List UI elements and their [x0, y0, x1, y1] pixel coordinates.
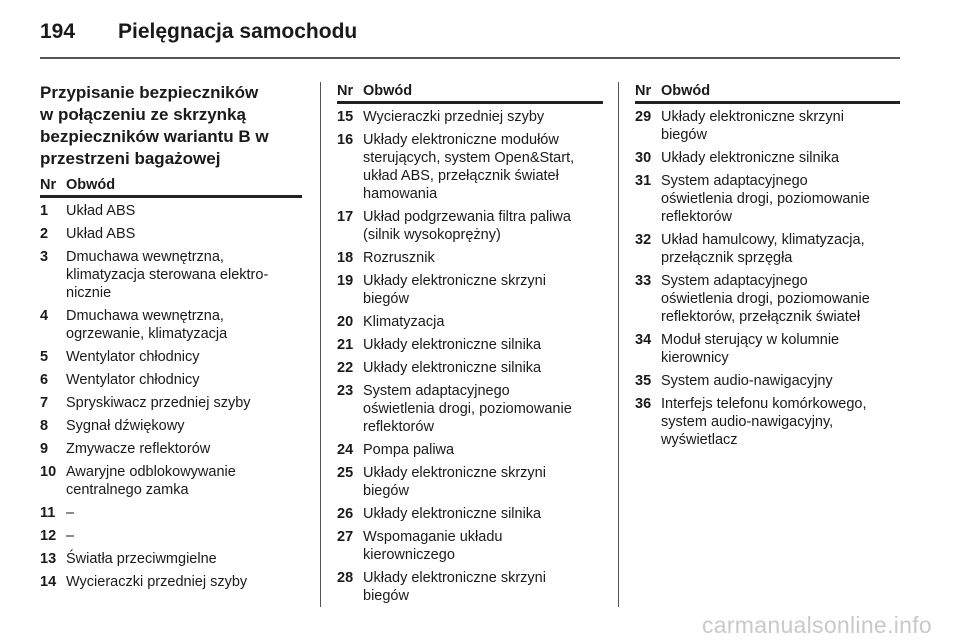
fuse-description: Układy elektroniczne modułów sterujących, system Open&Start, układ ABS, przełącznik świateł hamowania: [363, 132, 575, 202]
fuse-number: 5: [40, 349, 49, 365]
fuse-description: Układ ABS: [66, 203, 136, 219]
fuse-description: System adaptacyjnego oświetlenia drogi, poziomowanie reflektorów: [363, 383, 572, 435]
fuse-description: Układ ABS: [66, 226, 136, 242]
fuse-number: 17: [337, 209, 354, 225]
fuse-row: [337, 313, 603, 331]
fuse-number: 28: [337, 570, 354, 586]
fuse-description: Pompa paliwa: [363, 442, 455, 458]
fuse-number: 3: [40, 249, 49, 265]
fuse-row: [40, 417, 302, 435]
fuse-row: [635, 231, 900, 267]
fuse-number: 15: [337, 109, 354, 125]
header-circuit: Obwód: [363, 83, 413, 99]
fuse-description: Układy elektroniczne skrzyni biegów: [363, 273, 546, 307]
fuse-row: [40, 573, 302, 591]
fuse-number: 34: [635, 332, 652, 348]
header-nr: Nr: [337, 83, 354, 99]
section-title-line: bezpieczników wariantu B w: [40, 127, 269, 146]
fuse-row: [40, 463, 302, 499]
fuse-number: 16: [337, 132, 354, 148]
section-title-line: Przypisanie bezpieczników: [40, 83, 259, 102]
fuse-description: System audio-nawigacyjny: [661, 373, 833, 389]
fuse-number: 29: [635, 109, 652, 125]
column-3: [635, 82, 900, 454]
fuse-number: 22: [337, 360, 354, 376]
column-divider: [320, 82, 321, 607]
fuse-number: 14: [40, 574, 57, 590]
fuse-row: [635, 149, 900, 167]
fuse-description: Wentylator chłodnicy: [66, 349, 200, 365]
fuse-row: [635, 272, 900, 326]
section-title: [40, 82, 302, 170]
header-rule: [40, 57, 900, 59]
fuse-description: Układy elektroniczne silnika: [363, 360, 542, 376]
fuse-row: [337, 441, 603, 459]
table-header: [40, 176, 302, 198]
fuse-row: [337, 464, 603, 500]
fuse-row: [40, 550, 302, 568]
fuse-description: Układ podgrzewania filtra paliwa (silnik wysokoprężny): [363, 209, 571, 243]
fuse-description: Sygnał dźwiękowy: [66, 418, 185, 434]
fuse-description: Spryskiwacz przedniej szyby: [66, 395, 251, 411]
fuse-number: 4: [40, 308, 49, 324]
fuse-number: 1: [40, 203, 49, 219]
fuse-row: [40, 248, 302, 302]
fuse-number: 32: [635, 232, 652, 248]
fuse-row: [337, 249, 603, 267]
fuse-row: [337, 505, 603, 523]
fuse-number: 30: [635, 150, 652, 166]
section-title-line: w połączeniu ze skrzynką: [40, 105, 246, 124]
fuse-description: Układ hamulcowy, klimatyzacja, przełącznik sprzęgła: [661, 232, 865, 266]
fuse-number: 12: [40, 528, 57, 544]
header-circuit: Obwód: [66, 177, 116, 193]
fuse-description: Moduł sterujący w kolumnie kierownicy: [661, 332, 840, 366]
fuse-list: [337, 108, 603, 605]
fuse-row: [337, 382, 603, 436]
fuse-description: Układy elektroniczne skrzyni biegów: [661, 109, 844, 143]
fuse-row: [40, 348, 302, 366]
fuse-number: 26: [337, 506, 354, 522]
fuse-row: [635, 331, 900, 367]
fuse-number: 7: [40, 395, 49, 411]
fuse-description: Układy elektroniczne skrzyni biegów: [363, 465, 546, 499]
fuse-number: 10: [40, 464, 57, 480]
fuse-description: Wentylator chłodnicy: [66, 372, 200, 388]
fuse-row: [337, 208, 603, 244]
fuse-description: System adaptacyjnego oświetlenia drogi, poziomowanie reflektorów: [661, 173, 870, 225]
fuse-row: [337, 272, 603, 308]
fuse-number: 24: [337, 442, 354, 458]
fuse-row: [40, 394, 302, 412]
fuse-row: [635, 372, 900, 390]
fuse-row: [40, 371, 302, 389]
fuse-description: Wycieraczki przedniej szyby: [66, 574, 248, 590]
fuse-number: 19: [337, 273, 354, 289]
fuse-number: 27: [337, 529, 354, 545]
fuse-number: 36: [635, 396, 652, 412]
fuse-description: Wspomaganie układu kierowniczego: [363, 529, 503, 563]
fuse-description: Układy elektroniczne silnika: [363, 337, 542, 353]
fuse-number: 31: [635, 173, 652, 189]
fuse-number: 6: [40, 372, 49, 388]
fuse-number: 33: [635, 273, 652, 289]
fuse-description: Układy elektroniczne skrzyni biegów: [363, 570, 546, 604]
fuse-description: –: [66, 528, 75, 544]
fuse-number: 9: [40, 441, 49, 457]
fuse-number: 25: [337, 465, 354, 481]
fuse-description: Rozrusznik: [363, 250, 435, 266]
column-divider: [618, 82, 619, 607]
fuse-row: [337, 528, 603, 564]
fuse-row: [337, 359, 603, 377]
fuse-description: Układy elektroniczne silnika: [661, 150, 840, 166]
fuse-row: [337, 108, 603, 126]
fuse-description: Układy elektroniczne silnika: [363, 506, 542, 522]
fuse-row: [40, 202, 302, 220]
fuse-number: 8: [40, 418, 49, 434]
fuse-row: [40, 504, 302, 522]
fuse-list: [40, 202, 302, 591]
header-nr: Nr: [40, 177, 57, 193]
fuse-number: 13: [40, 551, 57, 567]
fuse-description: Awaryjne odblokowywanie centralnego zamka: [66, 464, 236, 498]
fuse-list: [635, 108, 900, 449]
header-nr: Nr: [635, 83, 652, 99]
fuse-description: Dmuchawa wewnętrzna, ogrzewanie, klimatyzacja: [66, 308, 228, 342]
fuse-row: [40, 307, 302, 343]
header-circuit: Obwód: [661, 83, 711, 99]
fuse-row: [40, 225, 302, 243]
fuse-description: System adaptacyjnego oświetlenia drogi, poziomowanie reflektorów, przełącznik świateł: [661, 273, 870, 325]
fuse-row: [337, 336, 603, 354]
fuse-number: 18: [337, 250, 354, 266]
fuse-number: 35: [635, 373, 652, 389]
fuse-description: Interfejs telefonu komórkowego, system audio-nawigacyjny, wyświetlacz: [661, 396, 867, 448]
page-number: 194: [40, 20, 76, 43]
fuse-number: 21: [337, 337, 354, 353]
fuse-description: Zmywacze reflektorów: [66, 441, 211, 457]
fuse-row: [635, 172, 900, 226]
section-title-line: przestrzeni bagażowej: [40, 149, 221, 168]
column-2: [337, 82, 603, 610]
fuse-number: 2: [40, 226, 49, 242]
fuse-row: [635, 108, 900, 144]
fuse-row: [337, 569, 603, 605]
fuse-row: [40, 440, 302, 458]
fuse-description: –: [66, 505, 75, 521]
fuse-description: Klimatyzacja: [363, 314, 445, 330]
table-header: [337, 82, 603, 104]
page-header: [40, 14, 900, 50]
fuse-number: 20: [337, 314, 354, 330]
fuse-row: [337, 131, 603, 203]
table-header: [635, 82, 900, 104]
column-1: [40, 82, 302, 596]
chapter-title: Pielęgnacja samochodu: [118, 20, 358, 43]
fuse-number: 11: [40, 505, 56, 521]
fuse-row: [40, 527, 302, 545]
fuse-description: Wycieraczki przedniej szyby: [363, 109, 545, 125]
watermark: carmanualsonline.info: [701, 612, 932, 638]
fuse-description: Światła przeciwmgielne: [66, 551, 217, 567]
fuse-number: 23: [337, 383, 354, 399]
fuse-row: [635, 395, 900, 449]
fuse-description: Dmuchawa wewnętrzna, klimatyzacja sterowana elektro- nicznie: [66, 249, 269, 301]
